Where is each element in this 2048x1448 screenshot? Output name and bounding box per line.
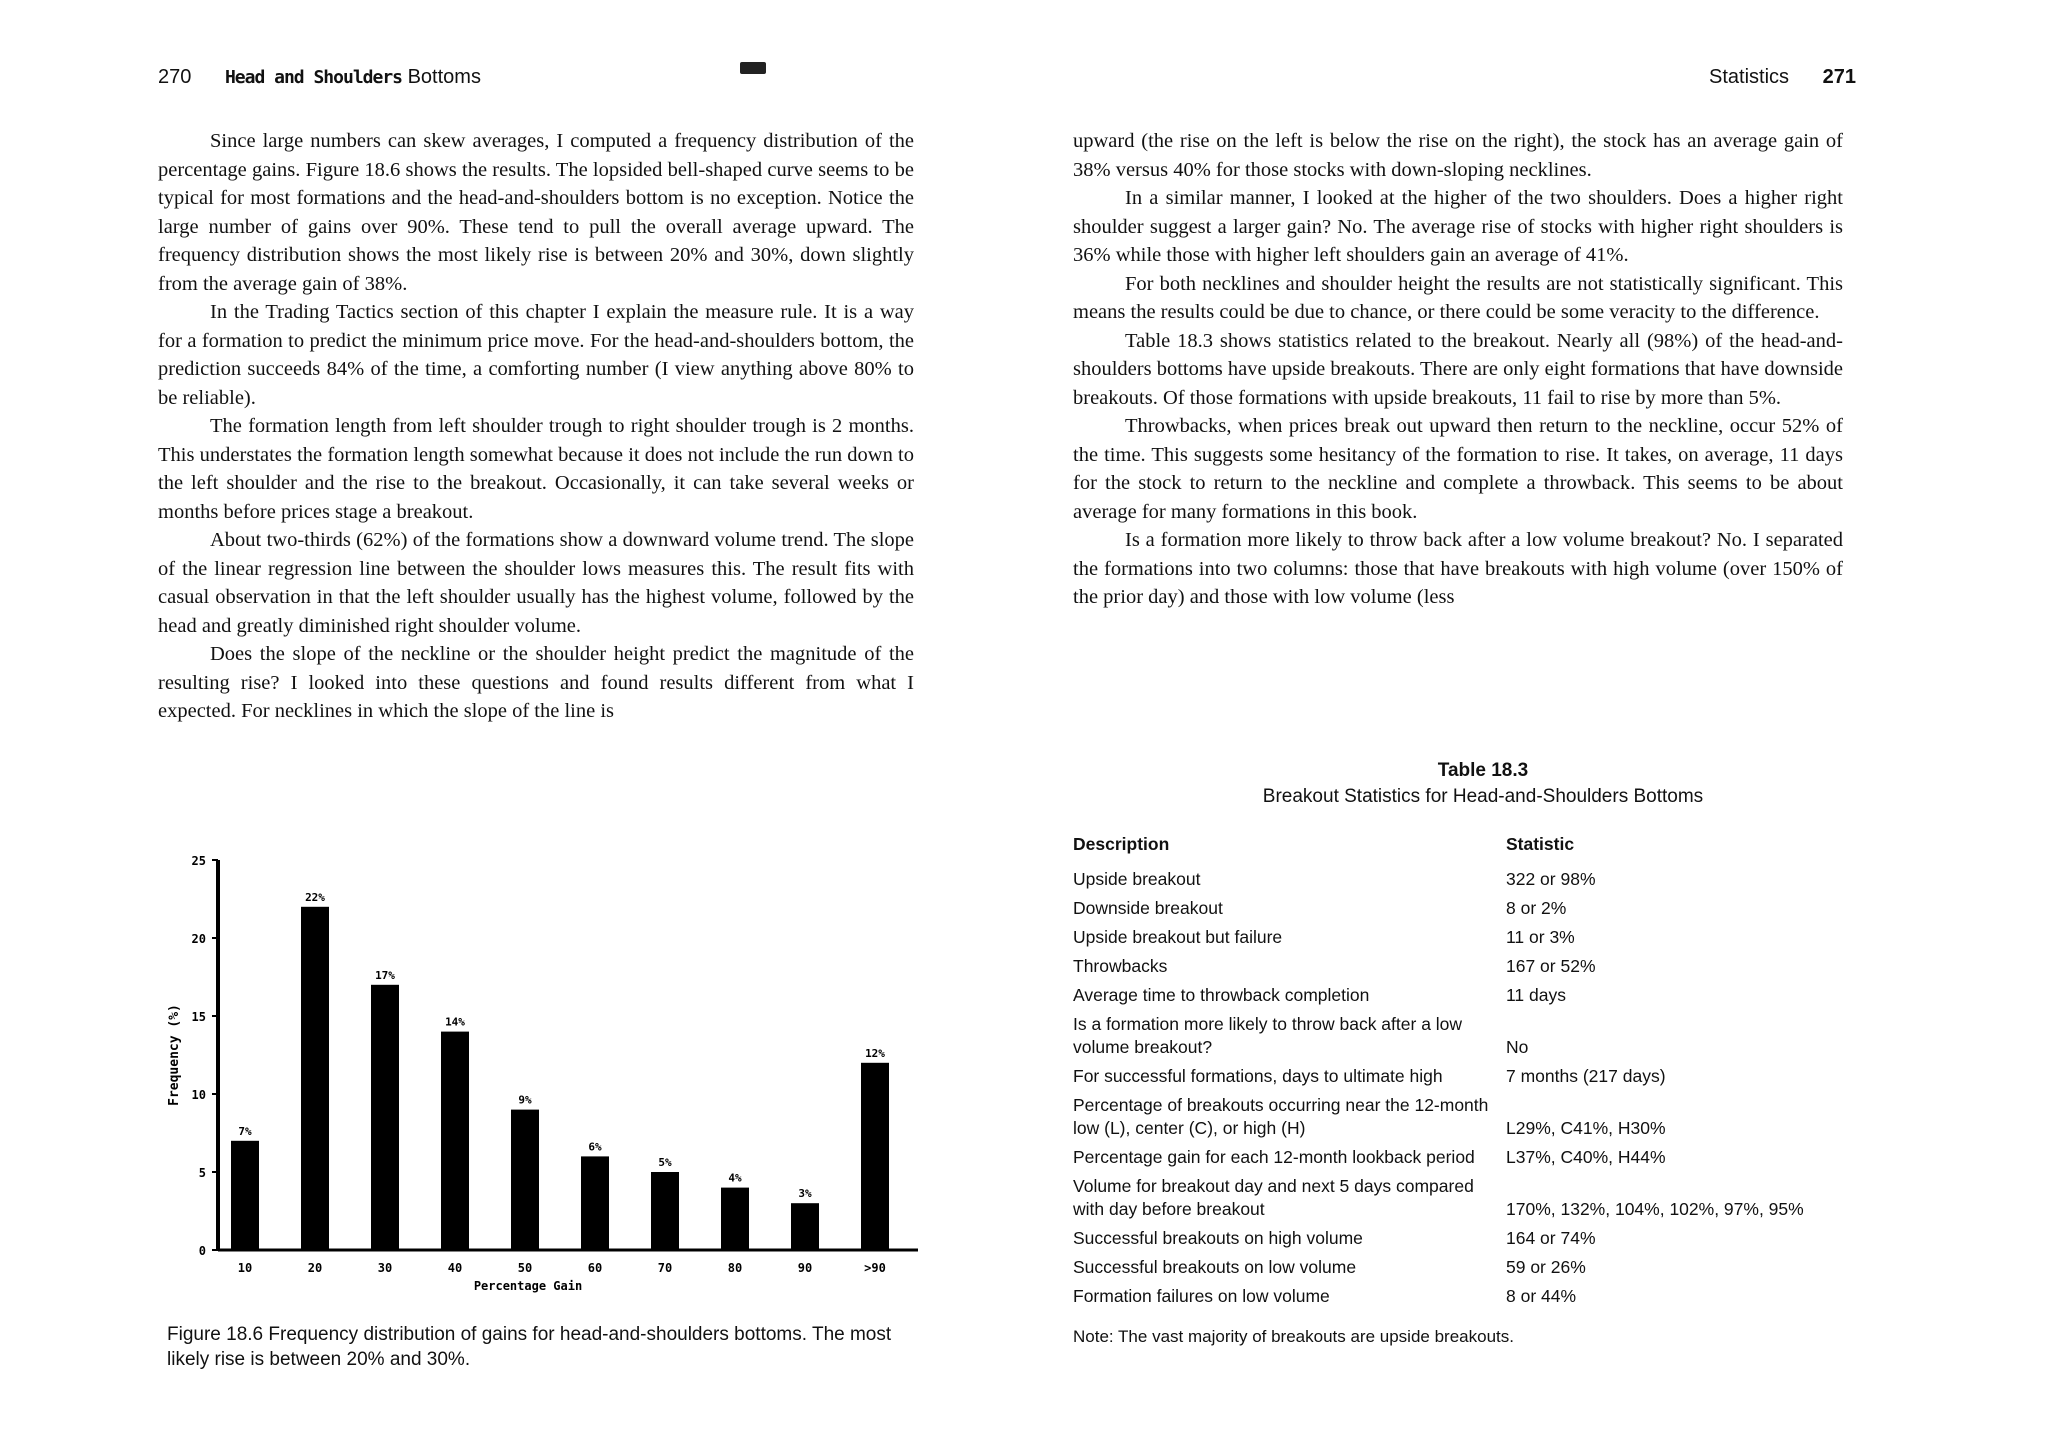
- data-label: 17%: [375, 968, 395, 982]
- figure-18-6: [158, 840, 918, 1293]
- running-head-right: [1709, 66, 1856, 89]
- row-statistic: No: [1506, 1037, 1529, 1057]
- table-row: [1073, 1282, 1853, 1311]
- table-row: [1073, 1253, 1853, 1282]
- x-tick-label: 80: [727, 1261, 743, 1275]
- table-row: [1073, 952, 1853, 981]
- bar: [791, 1203, 819, 1250]
- y-tick-label: 25: [191, 854, 206, 868]
- left-body-text: [158, 127, 914, 726]
- bar: [721, 1188, 749, 1250]
- row-description: Average time to throwback completion: [1073, 985, 1370, 1005]
- bar: [231, 1141, 259, 1250]
- paragraph: Table 18.3 shows statistics related to the breakout. Nearly all (98%) of the head-and-shoulders bottoms have upside breakouts. There are only eight formations that have downside breakouts. Of those formations with upside breakouts, 11 fail to rise by more than 5%.: [1073, 329, 1843, 409]
- x-tick-label: 40: [447, 1261, 463, 1275]
- bar: [441, 1032, 469, 1250]
- figure-caption: Figure 18.6 Frequency distribution of gains for head-and-shoulders bottoms. The most likely rise is between 20% and 30%.: [167, 1324, 892, 1370]
- paragraph: upward (the rise on the left is below the rise on the right), the stock has an average gain of 38% versus 40% for those stocks with down-sloping necklines.: [1073, 130, 1843, 181]
- ink-smudge: [740, 62, 766, 74]
- table-row: [1073, 1143, 1853, 1172]
- data-label: 12%: [865, 1046, 885, 1060]
- row-statistic: 164 or 74%: [1506, 1228, 1596, 1248]
- row-description: Successful breakouts on high volume: [1073, 1228, 1363, 1248]
- row-statistic: L37%, C40%, H44%: [1506, 1147, 1666, 1167]
- chapter-title: Bottoms: [407, 66, 481, 88]
- data-label: 3%: [798, 1187, 812, 1201]
- row-statistic: 11 or 3%: [1506, 927, 1575, 947]
- paragraph: In the Trading Tactics section of this chapter I explain the measure rule. It is a way for a formation to predict the minimum price move. For the head-and-shoulders bottom, the prediction succeeds 84% of the time, a comforting number (I view anything above 80% to be reliable).: [158, 301, 914, 409]
- row-statistic: 322 or 98%: [1506, 869, 1596, 889]
- table-row: [1073, 894, 1853, 923]
- table-row: [1073, 1224, 1853, 1253]
- row-description: Upside breakout but failure: [1073, 927, 1283, 947]
- x-tick-label: 90: [797, 1261, 813, 1275]
- row-description: Volume for breakout day and next 5 days compared with day before breakout: [1073, 1176, 1474, 1219]
- bar: [301, 907, 329, 1250]
- row-description: Is a formation more likely to throw back after a low volume breakout?: [1073, 1014, 1463, 1057]
- y-tick-label: 5: [198, 1166, 206, 1180]
- x-tick-label: 60: [587, 1261, 603, 1275]
- data-label: 4%: [728, 1171, 742, 1185]
- frequency-chart: [158, 840, 918, 1293]
- row-statistic: 8 or 2%: [1506, 898, 1567, 918]
- section-title: Statistics: [1709, 66, 1790, 88]
- bar: [581, 1156, 609, 1250]
- paragraph: In a similar manner, I looked at the higher of the two shoulders. Does a higher right shoulder suggest a larger gain? No. The average rise of stocks with higher right shoulders is 36% while those with higher left shoulders gain an average of 41%.: [1073, 187, 1843, 266]
- table-row: [1073, 1062, 1853, 1091]
- row-statistic: L29%, C41%, H30%: [1506, 1118, 1666, 1138]
- data-label: 14%: [445, 1015, 465, 1029]
- y-tick-label: 10: [191, 1088, 206, 1102]
- page-number-right: 271: [1822, 66, 1856, 88]
- row-description: Percentage of breakouts occurring near the 12-month low (L), center (C), or high (H): [1073, 1095, 1489, 1138]
- table-row: [1073, 923, 1853, 952]
- row-statistic: 167 or 52%: [1506, 956, 1596, 976]
- paragraph: Throwbacks, when prices break out upward then return to the neckline, occur 52% of the time. This suggests some hesitancy of the formation to rise. It takes, on average, 11 days for the stock to return to the neckline and complete a throwback. This seems to be about average for many formations in this book.: [1073, 415, 1843, 523]
- breakout-statistics-table: [1073, 760, 1853, 1347]
- x-tick-label: 70: [657, 1261, 673, 1275]
- paragraph: For both necklines and shoulder height the results are not statistically significant. This means the results could be due to chance, or there could be some veracity to the difference.: [1073, 272, 1843, 323]
- x-tick-label: 50: [517, 1261, 533, 1275]
- table-row: [1073, 1010, 1853, 1062]
- data-label: 7%: [238, 1124, 252, 1138]
- bar: [861, 1063, 889, 1250]
- bar: [371, 985, 399, 1250]
- y-tick-label: 15: [191, 1010, 206, 1024]
- row-description: Successful breakouts on low volume: [1073, 1257, 1357, 1277]
- table-subtitle: Breakout Statistics for Head-and-Shoulders Bottoms: [1262, 786, 1704, 807]
- row-description: Formation failures on low volume: [1073, 1286, 1330, 1306]
- row-statistic: 8 or 44%: [1506, 1286, 1577, 1306]
- x-tick-label: 30: [377, 1261, 393, 1275]
- data-label: 6%: [588, 1140, 602, 1154]
- row-description: Downside breakout: [1073, 898, 1223, 918]
- data-label: 5%: [658, 1156, 672, 1169]
- chapter-title-obscured: Head and Shoulders: [224, 67, 403, 88]
- table-title: Table 18.3: [1437, 760, 1529, 781]
- paragraph: Is a formation more likely to throw back after a low volume breakout? No. I separated the formations into two columns: those that have breakouts with high volume (over 150% of the prior day) and those with low volume (less: [1073, 529, 1843, 608]
- table-row: [1073, 1091, 1853, 1143]
- x-tick-label: 20: [307, 1261, 323, 1275]
- x-tick-label: >90: [864, 1261, 886, 1275]
- paragraph: About two-thirds (62%) of the formations show a downward volume trend. The slope of the linear regression line between the shoulder lows measures this. The result fits with casual observation in that the left shoulder usually has the highest volume, followed by the head and greatly diminished right shoulder volume.: [158, 529, 914, 637]
- paragraph: The formation length from left shoulder trough to right shoulder trough is 2 months. This understates the formation length somewhat because it does not include the run down to the left shoulder and the rise to the breakout. Occasionally, it can take several weeks or months before prices stage a breakout.: [158, 415, 914, 523]
- row-description: Percentage gain for each 12-month lookback period: [1073, 1147, 1475, 1167]
- running-head-left: [158, 66, 481, 89]
- row-description: Upside breakout: [1073, 869, 1201, 889]
- y-tick-label: 20: [191, 932, 206, 946]
- stats-table: [1073, 834, 1853, 1311]
- table-row: [1073, 981, 1853, 1010]
- table-row: [1073, 865, 1853, 894]
- bar: [651, 1172, 679, 1250]
- bar: [511, 1110, 539, 1250]
- data-label: 9%: [518, 1093, 532, 1107]
- row-statistic: 11 days: [1506, 985, 1566, 1005]
- table-header-row: [1073, 834, 1853, 865]
- right-page: [1024, 0, 2048, 1448]
- right-body-text: [1073, 127, 1843, 612]
- y-tick-label: 0: [198, 1244, 206, 1258]
- row-description: For successful formations, days to ultimate high: [1073, 1066, 1443, 1086]
- y-axis-label: Frequency (%): [167, 1004, 182, 1106]
- paragraph: Does the slope of the neckline or the shoulder height predict the magnitude of the resulting rise? I looked into these questions and found results different from what I expected. For necklines in which the slope of the line is: [158, 643, 914, 722]
- column-header-statistic: Statistic: [1506, 834, 1575, 854]
- row-statistic: 7 months (217 days): [1506, 1066, 1666, 1086]
- table-row: [1073, 1172, 1853, 1224]
- column-header-description: Description: [1073, 834, 1170, 854]
- row-statistic: 170%, 132%, 104%, 102%, 97%, 95%: [1506, 1199, 1804, 1219]
- row-statistic: 59 or 26%: [1506, 1257, 1586, 1277]
- paragraph: Since large numbers can skew averages, I computed a frequency distribution of the percentage gains. Figure 18.6 shows the results. The lopsided bell-shaped curve seems to be typical for most formations and the head-and-shoulders bottom is no exception. Notice the large number of gains over 90%. These tend to pull the overall average upward. The frequency distribution shows the most likely rise is between 20% and 30%, down slightly from the average gain of 38%.: [158, 130, 914, 295]
- x-tick-label: 10: [237, 1261, 253, 1275]
- table-note: Note: The vast majority of breakouts are upside breakouts.: [1073, 1327, 1514, 1346]
- data-label: 22%: [305, 890, 325, 904]
- x-axis-label: Percentage Gain: [473, 1279, 583, 1293]
- page-number-left: 270: [158, 66, 192, 88]
- row-description: Throwbacks: [1073, 956, 1168, 976]
